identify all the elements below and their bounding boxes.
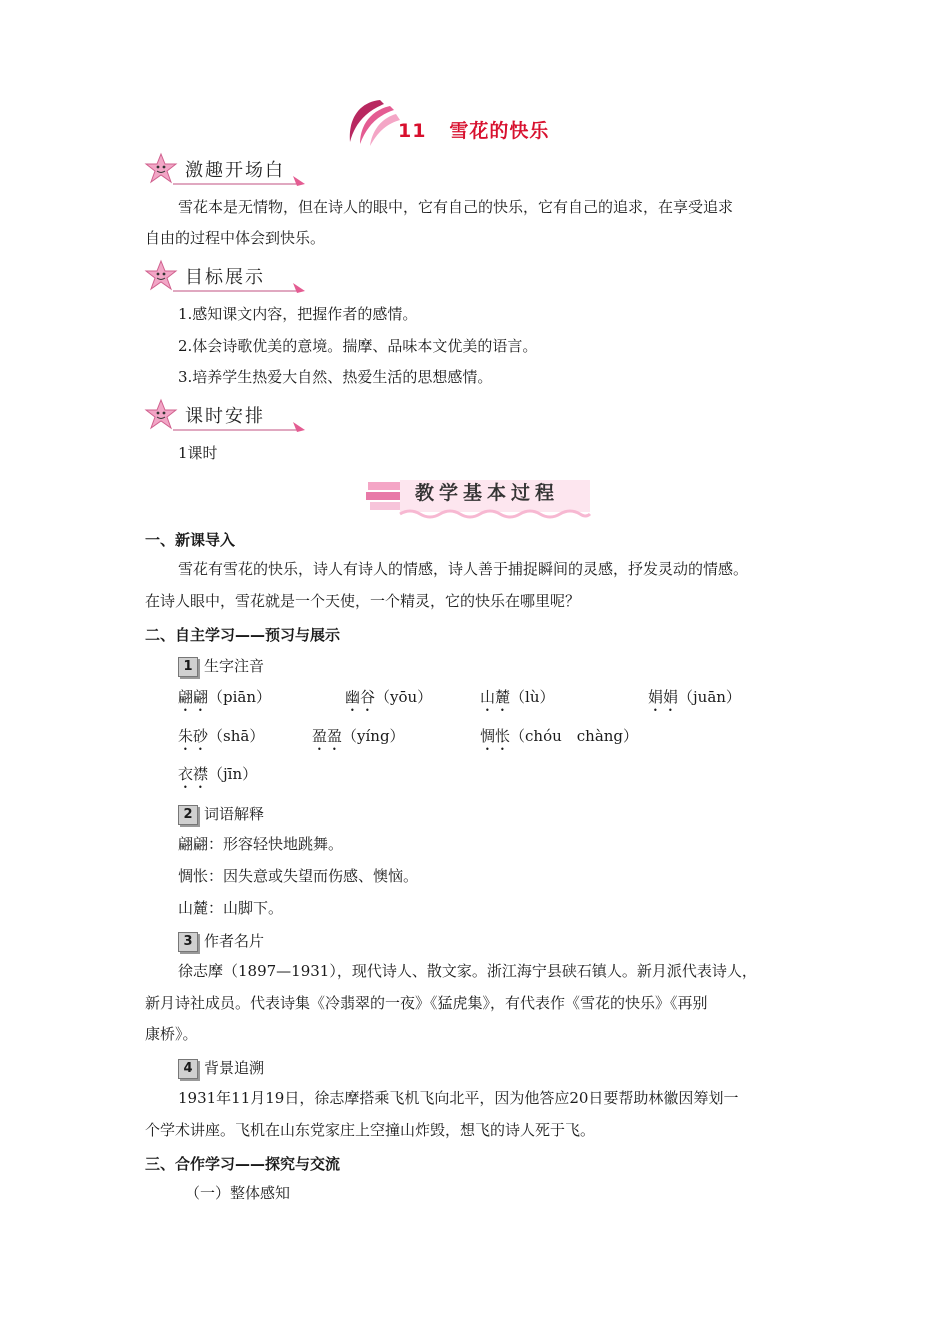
swirl-decoration-icon xyxy=(340,96,400,148)
number-badge: 3 xyxy=(178,932,198,952)
part3-subheading: （一）整体感知 xyxy=(185,1184,291,1202)
author-line-3: 康桥》。 xyxy=(145,1025,198,1043)
author-line-1: 徐志摩（1897—1931），现代诗人、散文家。浙江海宁县硖石镇人。新月派代表诗人， xyxy=(178,962,757,980)
lesson-title xyxy=(340,96,600,148)
part2-heading: 二、自主学习——预习与展示 xyxy=(145,626,341,644)
vocab-item: 幽谷（yōu） xyxy=(345,688,433,706)
vocab-item: 盈盈（yíng） xyxy=(312,727,405,745)
subsection-label: 背景追溯 xyxy=(204,1059,265,1077)
goal-item-2: 2.体会诗歌优美的意境。揣摩、品味本文优美的语言。 xyxy=(178,337,538,355)
definition-item: 翩翩：形容轻快地跳舞。 xyxy=(178,835,344,853)
subsection-label: 作者名片 xyxy=(204,932,265,950)
section-header-goals xyxy=(143,259,313,293)
section-header-intro xyxy=(143,152,313,186)
part1-line-2: 在诗人眼中，雪花就是一个天使，一个精灵，它的快乐在哪里呢？ xyxy=(145,592,581,610)
page-title xyxy=(398,116,549,143)
lesson-number: 11 xyxy=(398,120,427,142)
schedule-text: 1课时 xyxy=(178,444,218,462)
intro-line-2: 自由的过程中体会到快乐。 xyxy=(145,229,326,247)
subsection-background xyxy=(178,1057,264,1079)
background-line-1: 1931年11月19日，徐志摩搭乘飞机飞向北平，因为他答应20日要帮助林徽因筹划一 xyxy=(178,1089,739,1107)
number-badge: 1 xyxy=(178,657,198,677)
subsection-definitions xyxy=(178,803,264,825)
background-line-2: 个学术讲座。飞机在山东党家庄上空撞山炸毁，想飞的诗人死于飞。 xyxy=(145,1121,596,1139)
definition-item: 山麓：山脚下。 xyxy=(178,899,284,917)
section-header-schedule xyxy=(143,398,313,432)
section-label: 激趣开场白 xyxy=(185,160,285,181)
section-label: 目标展示 xyxy=(185,267,265,288)
subsection-label: 词语解释 xyxy=(204,805,265,823)
goal-item-3: 3.培养学生热爱大自然、热爱生活的思想感情。 xyxy=(178,368,493,386)
section-label: 课时安排 xyxy=(185,406,265,427)
goal-item-1: 1.感知课文内容，把握作者的感情。 xyxy=(178,305,418,323)
vocab-item: 山麓（lù） xyxy=(480,688,555,706)
vocab-item: 惆怅（chóu chàng） xyxy=(480,727,639,745)
part3-heading: 三、合作学习——探究与交流 xyxy=(145,1155,341,1173)
subsection-label: 生字注音 xyxy=(204,657,265,675)
number-badge: 2 xyxy=(178,805,198,825)
part1-heading: 一、新课导入 xyxy=(145,531,236,549)
process-banner xyxy=(360,470,595,522)
part1-line-1: 雪花有雪花的快乐，诗人有诗人的情感，诗人善于捕捉瞬间的灵感，抒发灵动的情感。 xyxy=(178,560,749,578)
banner-title: 教学基本过程 xyxy=(415,482,560,504)
vocab-item: 衣襟（jīn） xyxy=(178,765,258,783)
intro-line-1: 雪花本是无情物，但在诗人的眼中，它有自己的快乐，它有自己的追求，在享受追求 xyxy=(178,198,734,216)
author-line-2: 新月诗社成员。代表诗集《冷翡翠的一夜》《猛虎集》，有代表作《雪花的快乐》《再别 xyxy=(145,994,708,1012)
vocab-item: 朱砂（shā） xyxy=(178,727,265,745)
lesson-name: 雪花的快乐 xyxy=(449,120,550,142)
number-badge: 4 xyxy=(178,1059,198,1079)
subsection-pronunciation xyxy=(178,655,264,677)
vocab-item: 翩翩（piān） xyxy=(178,688,272,706)
subsection-author xyxy=(178,930,264,952)
definition-item: 惆怅：因失意或失望而伤感、懊恼。 xyxy=(178,867,419,885)
vocab-item: 娟娟（juān） xyxy=(648,688,741,706)
